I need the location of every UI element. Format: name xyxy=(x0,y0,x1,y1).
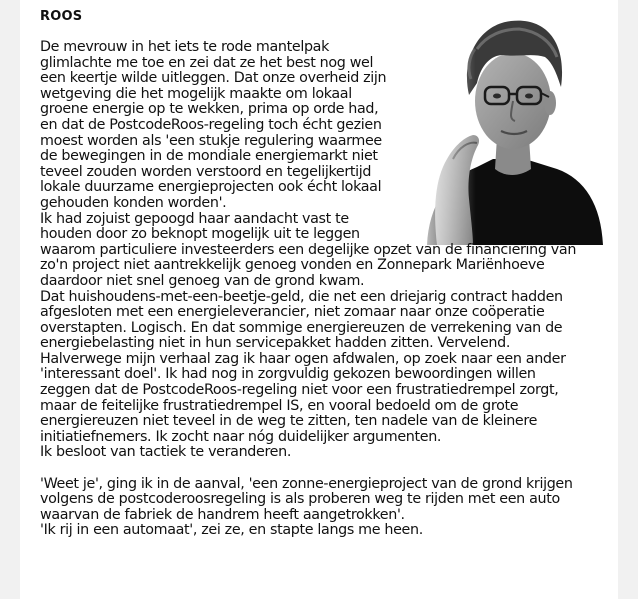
text-line: zeggen dat de PostcodeRoos-regeling niet voor een frustratiedrempel zorgt, xyxy=(40,382,559,399)
text-line: maar de feitelijke frustratiedrempel IS, en vooral bedoeld om de grote xyxy=(40,397,519,414)
text-line: een keertje wilde uitleggen. Dat onze overheid zijn xyxy=(40,70,387,87)
text-line: de bewegingen in de mondiale energiemarkt niet xyxy=(40,148,378,165)
paragraph-spacer xyxy=(40,461,608,477)
text-line: 'Weet je', ging ik in de aanval, 'een zonne-energieproject van de grond krijgen xyxy=(40,475,573,492)
text-line: afgesloten met een energieleverancier, niet zomaar naar onze coöperatie xyxy=(40,304,545,321)
text-line: energiereuzen niet teveel in de weg te zitten, ten nadele van de kleinere xyxy=(40,413,538,430)
text-line: gehouden konden worden'. xyxy=(40,194,227,211)
text-line: wetgeving die het mogelijk maakte om lokaal xyxy=(40,85,352,102)
text-line: teveel zouden worden verstoord en tegelijkertijd xyxy=(40,163,372,180)
text-line: Dat huishoudens-met-een-beetje-geld, die net een driejarig contract hadden xyxy=(40,288,563,305)
text-line: Halverwege mijn verhaal zag ik haar ogen afdwalen, op zoek naar een ander xyxy=(40,350,566,367)
text-line: en dat de PostcodeRoos-regeling toch écht gezien xyxy=(40,116,382,133)
text-line: initiatiefnemers. Ik zocht naar nóg duidelijker argumenten. xyxy=(40,428,442,445)
text-line: lokale duurzame energieprojecten ook écht lokaal xyxy=(40,179,382,196)
text-line: volgens de postcoderoosregeling is als proberen weg te rijden met een auto xyxy=(40,491,560,508)
column-title: ROOS xyxy=(40,9,83,24)
text-line: zo'n project niet aantrekkelijk genoeg vonden en Zonnepark Mariënhoeve xyxy=(40,257,545,274)
paragraph xyxy=(40,212,608,462)
text-line: Ik had zojuist gepoogd haar aandacht vast te xyxy=(40,210,349,227)
paragraph xyxy=(40,477,608,539)
text-line: moest worden als 'een stukje regulering waarmee xyxy=(40,132,382,149)
text-line: Ik besloot van tactiek te veranderen. xyxy=(40,444,292,461)
text-line: De mevrouw in het iets te rode mantelpak xyxy=(40,39,330,55)
text-line: energiebelasting niet in hun servicepakket hadden zitten. Vervelend. xyxy=(40,335,511,352)
column-page xyxy=(20,0,618,599)
text-line: overstapten. Logisch. En dat sommige energiereuzen de verrekening van de xyxy=(40,319,563,336)
text-line: daardoor niet snel genoeg van de grond kwam. xyxy=(40,272,365,289)
column-body xyxy=(40,40,608,539)
text-line: glimlachte me toe en zei dat ze het best nog wel xyxy=(40,54,374,71)
text-line: 'interessant doel'. Ik had nog in zorgvuldig gekozen bewoordingen willen xyxy=(40,366,536,383)
text-line: waarvan de fabriek de handrem heeft aangetrokken'. xyxy=(40,506,405,523)
text-line: 'Ik rij in een automaat', zei ze, en stapte langs me heen. xyxy=(40,522,423,539)
text-line: waarom particuliere investeerders een degelijke opzet van de financiering van xyxy=(40,241,577,258)
paragraph xyxy=(40,40,608,212)
text-line: houden door zo beknopt mogelijk uit te leggen xyxy=(40,226,360,243)
text-line: groene energie op te wekken, prima op orde had, xyxy=(40,101,379,118)
